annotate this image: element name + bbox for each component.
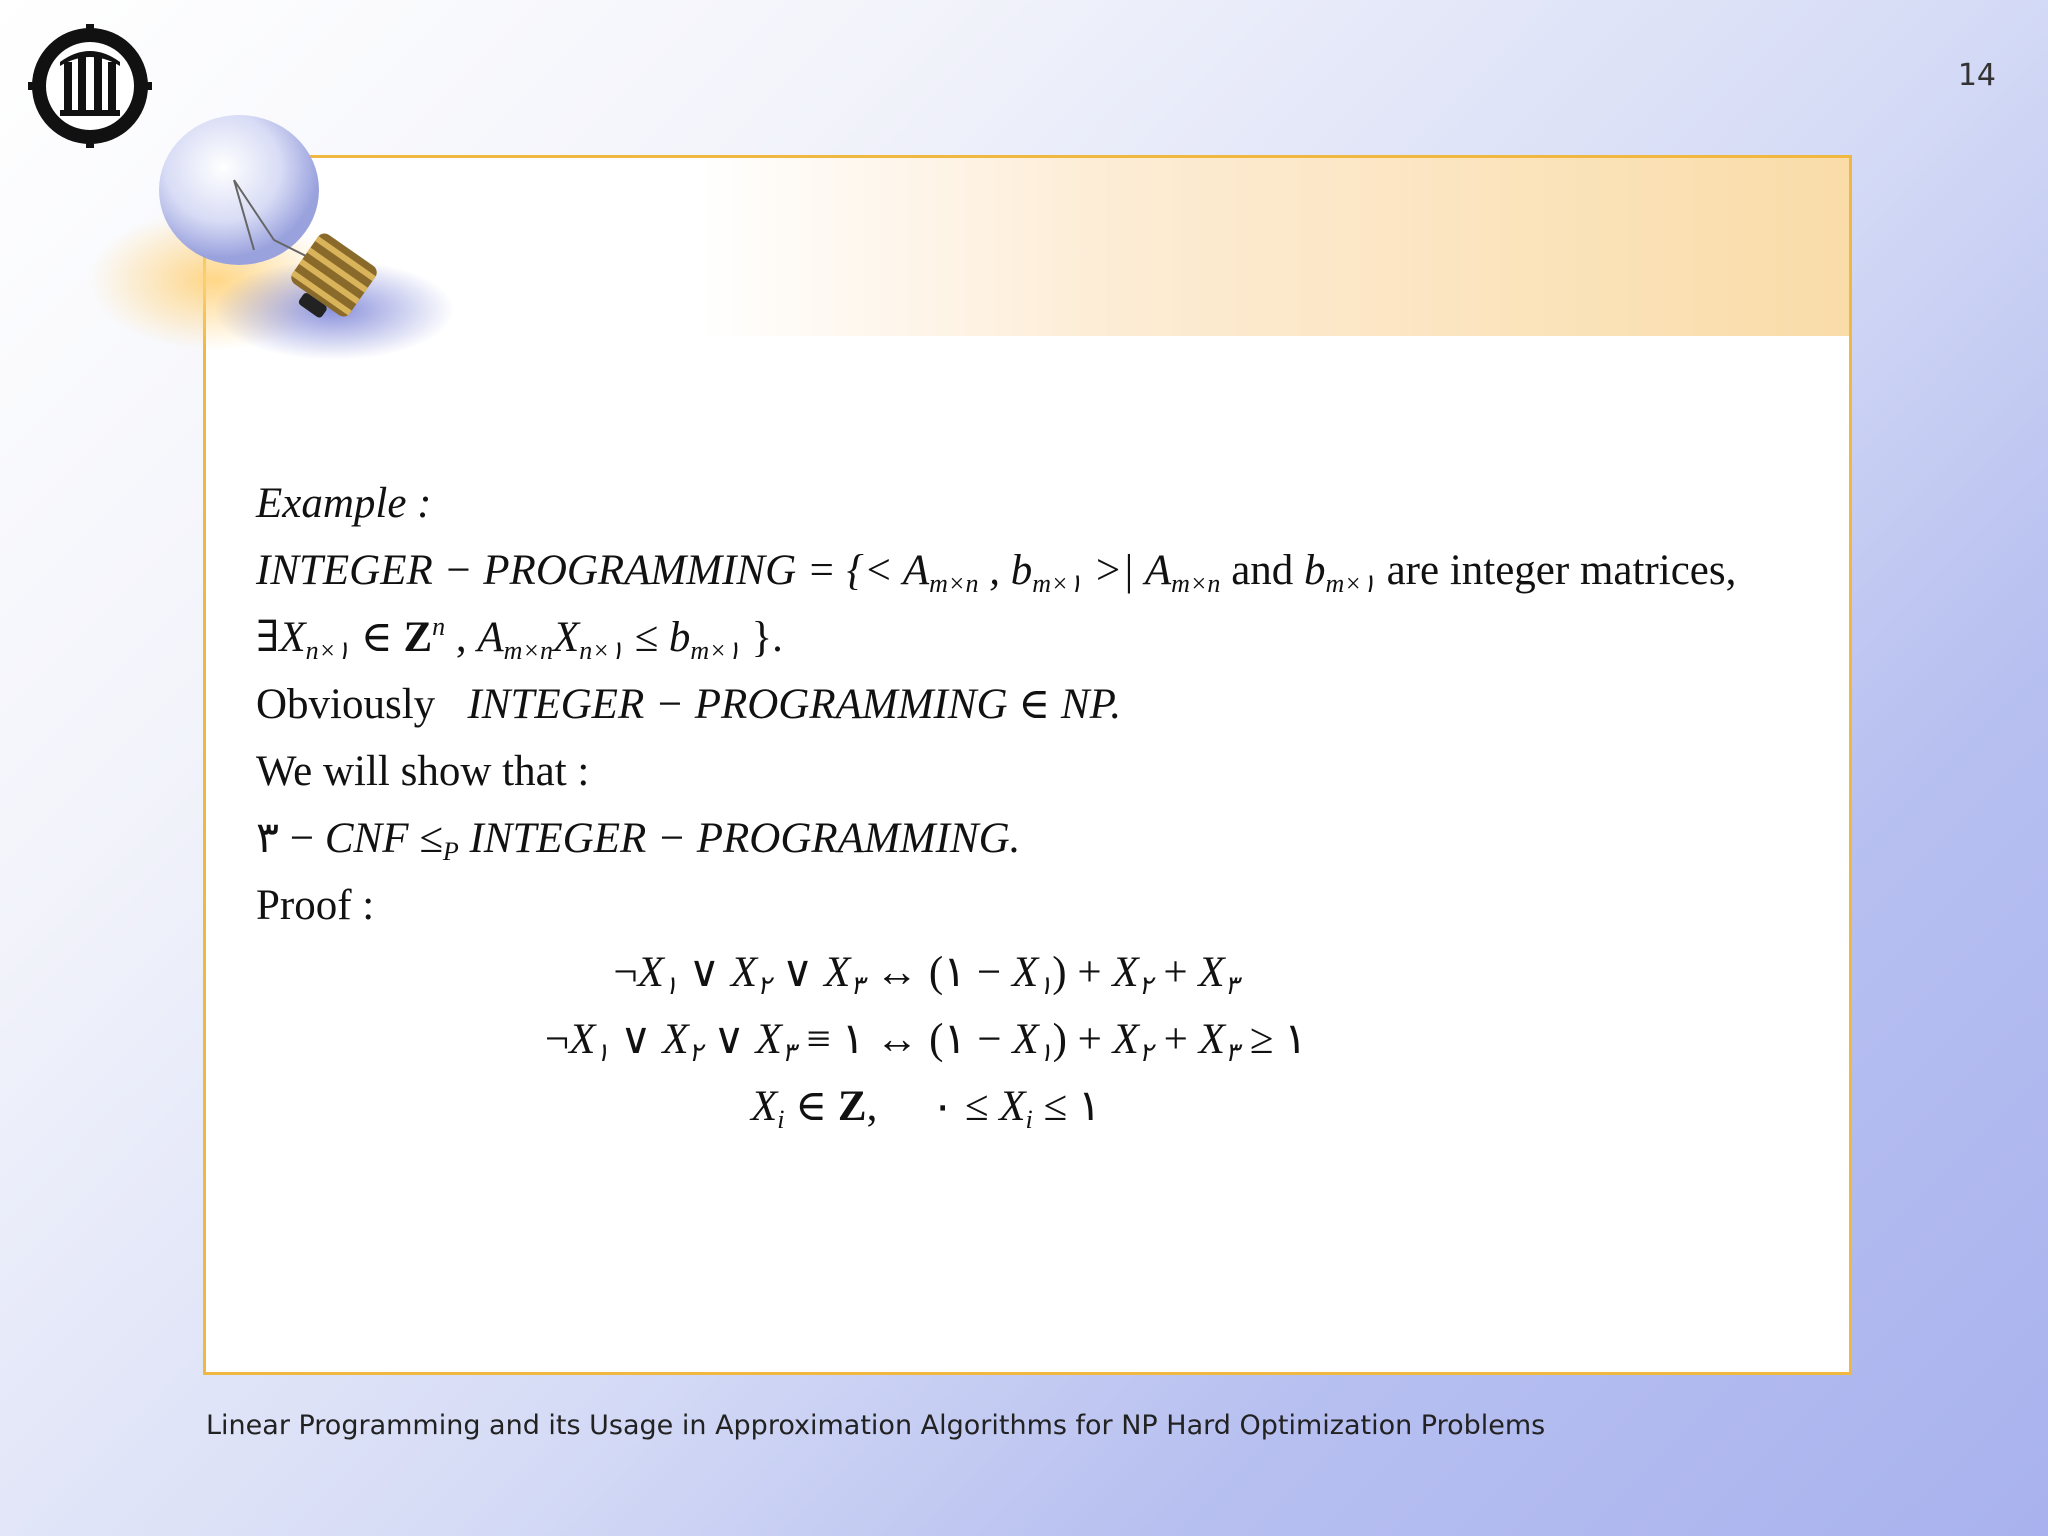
- slide-footer: Linear Programming and its Usage in Approximation Algorithms for NP Hard Optimization Problems: [206, 1410, 1546, 1441]
- example-label: Example :: [256, 480, 432, 527]
- equation-3: $X_i$ ∈ Z, ۰ ≤ $X_i$ ≤ ۱: [751, 1083, 1101, 1134]
- definition-line-1: INTEGER − PROGRAMMING = {< $A_{m\times n}$ , $b_{m\times ۱}$ >| $A_{m\times n}$ and $b_{m\times ۱}$ are integer matrices,: [256, 547, 1737, 598]
- and-word: and: [1231, 547, 1294, 594]
- reduction-line: ۳ − CNF $\le_P$ INTEGER − PROGRAMMING.: [256, 815, 1021, 866]
- proof-label: Proof :: [256, 882, 375, 929]
- obviously-word: Obviously: [256, 681, 436, 728]
- slide-number: 14: [1957, 58, 1996, 93]
- definition-line-2: $\exists X_{n\times ۱}$ ∈ $Z^n$ , $A_{m\times n}X_{n\times ۱} \le b_{m\times ۱}$ }.: [256, 612, 783, 665]
- show-line: We will show that :: [256, 748, 590, 795]
- reduction-target: INTEGER − PROGRAMMING.: [469, 815, 1021, 862]
- slide-body: [256, 470, 1816, 1140]
- equation-1: $\neg X_۱$ ∨ $X_۲$ ∨ $X_۳$ ↔ (۱ − $X_۱) + X_۲ + X_۳$: [613, 949, 1239, 1000]
- obviously-line: [256, 671, 1816, 738]
- obviously-math: INTEGER − PROGRAMMING ∈ NP.: [467, 681, 1122, 728]
- are-integer-matrices: are integer matrices,: [1386, 547, 1737, 594]
- lightbulb-icon: [84, 110, 454, 360]
- equation-2: $\neg X_۱$ ∨ $X_۲$ ∨ $X_۳$ ≡ ۱ ↔ (۱ − $X_۱) + X_۲ + X_۳$ ≥ ۱: [544, 1016, 1308, 1067]
